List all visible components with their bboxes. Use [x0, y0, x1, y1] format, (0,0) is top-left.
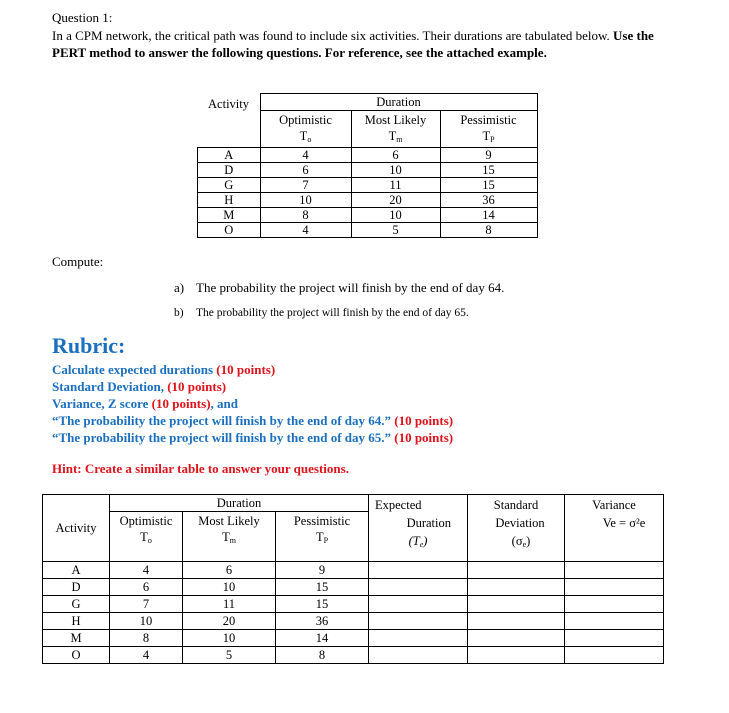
cell-activity: M	[198, 207, 261, 222]
table-row	[198, 147, 538, 162]
cell-opt: 6	[110, 579, 183, 596]
duration-header: Duration	[260, 94, 537, 111]
cell-ml: 10	[351, 162, 440, 177]
cell-pes: 15	[440, 162, 537, 177]
cell-ml: 6	[183, 562, 276, 579]
answer-table	[42, 494, 664, 664]
table-row	[43, 613, 664, 630]
cell-pes: 9	[440, 147, 537, 162]
tm-symbol: $T_m$	[351, 129, 440, 148]
tm-symbol: $T_m$	[183, 530, 276, 562]
cell-expected-blank[interactable]	[369, 596, 468, 613]
cell-stddev-blank[interactable]	[468, 596, 565, 613]
compute-label: Compute:	[52, 254, 104, 269]
rubric-line-1: Calculate expected durations (10 points)	[52, 362, 276, 377]
question-b: b) The probability the project will finish by the end of day 65.	[174, 307, 469, 319]
cell-activity: D	[198, 162, 261, 177]
to-symbol: $T_o$	[260, 129, 351, 148]
cell-activity: D	[43, 579, 110, 596]
table-row	[198, 177, 538, 192]
pessimistic-header: Pessimistic	[276, 512, 369, 530]
cell-ml: 6	[351, 147, 440, 162]
cell-pes: 14	[276, 630, 369, 647]
tp-symbol: $T_P$	[440, 129, 537, 148]
table-row	[198, 207, 538, 222]
cell-opt: 4	[260, 147, 351, 162]
optimistic-header: Optimistic	[260, 111, 351, 129]
cell-activity: G	[198, 177, 261, 192]
tp-symbol: $T_P$	[276, 530, 369, 562]
cell-ml: 10	[183, 630, 276, 647]
cell-activity: M	[43, 630, 110, 647]
durations-table	[197, 93, 538, 238]
std-deviation-header: Standard Deviation $(\sigma_e)$	[468, 495, 565, 562]
cell-opt: 6	[260, 162, 351, 177]
cell-pes: 9	[276, 562, 369, 579]
activity-header: Activity	[198, 94, 261, 148]
intro-plain: In a CPM network, the critical path was found to include six activities. Their durations are tabulated below.	[52, 28, 610, 43]
rubric-line-2: Standard Deviation, (10 points)	[52, 379, 227, 394]
cell-ml: 20	[351, 192, 440, 207]
cell-opt: 10	[260, 192, 351, 207]
cell-opt: 4	[110, 647, 183, 664]
table-row	[43, 596, 664, 613]
cell-variance-blank[interactable]	[565, 630, 664, 647]
rubric-line-5: “The probability the project will finish by the end of day 65.” (10 points)	[52, 430, 454, 445]
question-intro	[52, 27, 662, 61]
cell-stddev-blank[interactable]	[468, 579, 565, 596]
most-likely-header: Most Likely	[351, 111, 440, 129]
rubric-heading: Rubric:	[52, 333, 126, 358]
cell-ml: 20	[183, 613, 276, 630]
activity-header: Activity	[43, 495, 110, 562]
table-row	[43, 630, 664, 647]
cell-pes: 15	[440, 177, 537, 192]
question-title: Question 1:	[52, 10, 113, 25]
most-likely-header: Most Likely	[183, 512, 276, 530]
cell-opt: 8	[260, 207, 351, 222]
cell-variance-blank[interactable]	[565, 613, 664, 630]
cell-pes: 15	[276, 579, 369, 596]
cell-opt: 4	[110, 562, 183, 579]
cell-pes: 15	[276, 596, 369, 613]
cell-stddev-blank[interactable]	[468, 647, 565, 664]
cell-expected-blank[interactable]	[369, 562, 468, 579]
cell-activity: A	[198, 147, 261, 162]
cell-variance-blank[interactable]	[565, 596, 664, 613]
cell-expected-blank[interactable]	[369, 647, 468, 664]
table-row	[43, 647, 664, 664]
cell-ml: 10	[351, 207, 440, 222]
cell-stddev-blank[interactable]	[468, 562, 565, 579]
cell-expected-blank[interactable]	[369, 630, 468, 647]
rubric-list	[52, 361, 453, 446]
cell-expected-blank[interactable]	[369, 613, 468, 630]
intro-bold: Use the PERT method to answer the following questions. For reference, see the attached example.	[52, 28, 654, 60]
cell-expected-blank[interactable]	[369, 579, 468, 596]
cell-opt: 4	[260, 222, 351, 237]
table-row	[198, 192, 538, 207]
cell-activity: O	[198, 222, 261, 237]
cell-activity: A	[43, 562, 110, 579]
rubric-line-4: “The probability the project will finish by the end of day 64.” (10 points)	[52, 413, 454, 428]
cell-opt: 10	[110, 613, 183, 630]
expected-duration-header: Expected Duration $(T_e)$	[369, 495, 468, 562]
variance-header: Variance Ve = σ²e	[565, 495, 664, 562]
cell-pes: 14	[440, 207, 537, 222]
hint-text: Hint: Create a similar table to answer your questions.	[52, 461, 349, 476]
cell-pes: 8	[440, 222, 537, 237]
cell-stddev-blank[interactable]	[468, 630, 565, 647]
pessimistic-header: Pessimistic	[440, 111, 537, 129]
to-symbol: $T_o$	[110, 530, 183, 562]
cell-activity: H	[198, 192, 261, 207]
cell-variance-blank[interactable]	[565, 579, 664, 596]
cell-opt: 7	[260, 177, 351, 192]
cell-opt: 8	[110, 630, 183, 647]
cell-stddev-blank[interactable]	[468, 613, 565, 630]
cell-pes: 8	[276, 647, 369, 664]
rubric-line-3: Variance, Z score (10 points), and	[52, 396, 238, 411]
cell-ml: 5	[351, 222, 440, 237]
question-a: a) The probability the project will finish by the end of day 64.	[174, 280, 505, 295]
duration-header: Duration	[110, 495, 369, 512]
table-row	[198, 222, 538, 237]
cell-ml: 5	[183, 647, 276, 664]
table-row	[198, 162, 538, 177]
cell-activity: H	[43, 613, 110, 630]
cell-pes: 36	[440, 192, 537, 207]
optimistic-header: Optimistic	[110, 512, 183, 530]
cell-pes: 36	[276, 613, 369, 630]
cell-activity: O	[43, 647, 110, 664]
cell-opt: 7	[110, 596, 183, 613]
cell-ml: 11	[183, 596, 276, 613]
cell-variance-blank[interactable]	[565, 647, 664, 664]
cell-ml: 11	[351, 177, 440, 192]
cell-variance-blank[interactable]	[565, 562, 664, 579]
cell-activity: G	[43, 596, 110, 613]
table-row	[43, 579, 664, 596]
table-row	[43, 562, 664, 579]
cell-ml: 10	[183, 579, 276, 596]
